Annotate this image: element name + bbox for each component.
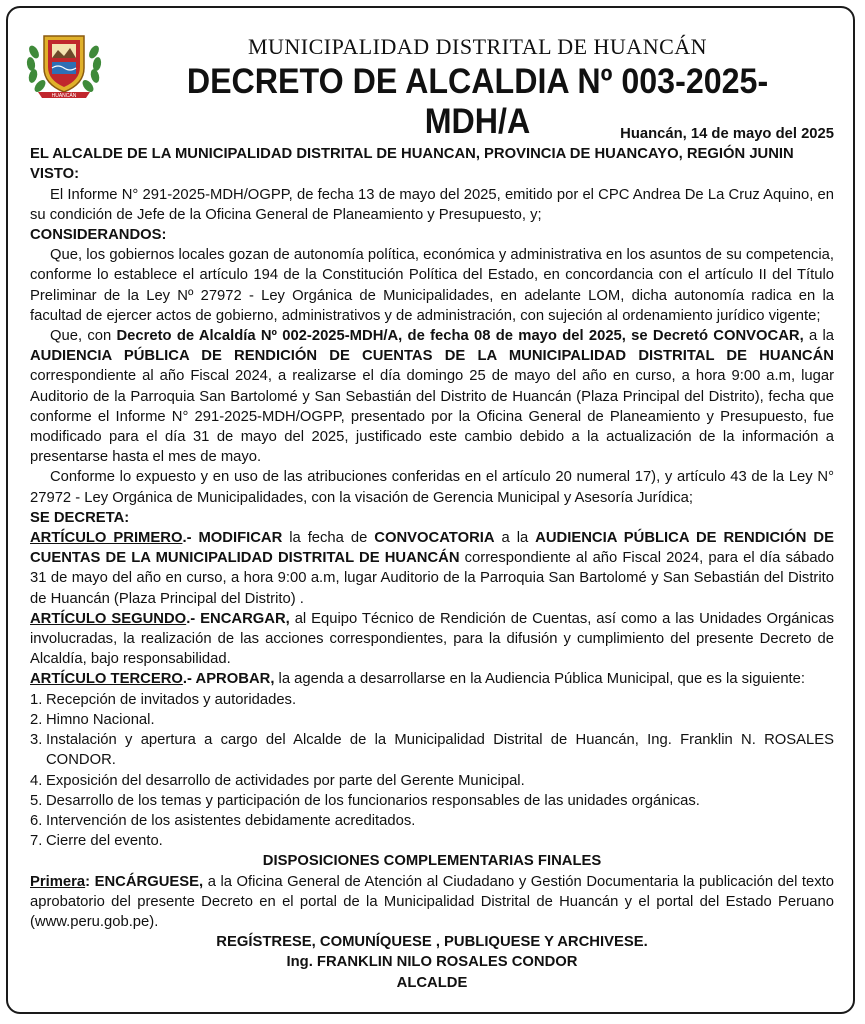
primera-label: Primera bbox=[30, 873, 86, 890]
municipal-seal-logo bbox=[24, 22, 104, 102]
art1-text-f: correspondiente al año Fiscal 2024, para el día sábado 31 de mayo del año en curso, a hora 9:00 a.m, lugar Auditorio de la Parroquia San Bartolomé y San Sebastián del Distrito de Huancán (Plaza Principal del Distrito) . bbox=[30, 550, 835, 607]
art3-text-a: .- APROBAR, bbox=[182, 671, 275, 688]
date-line: Huancán, 14 de mayo del 2025 bbox=[620, 126, 834, 142]
closing-formula: REGÍSTRESE, COMUNÍQUESE , PUBLIQUESE Y ARCHIVESE. bbox=[216, 934, 648, 951]
list-item bbox=[30, 771, 834, 791]
list-item-number: 2. bbox=[30, 711, 43, 728]
articulo-segundo bbox=[30, 609, 834, 670]
list-item-text: Himno Nacional. bbox=[46, 711, 155, 728]
decree-body bbox=[30, 124, 834, 993]
list-item bbox=[30, 831, 834, 851]
art2-text-a: .- ENCARGAR, bbox=[186, 610, 290, 627]
authority-line: EL ALCALDE DE LA MUNICIPALIDAD DISTRITAL DE HUANCAN, PROVINCIA DE HUANCAYO, REGIÓN JUNIN bbox=[30, 146, 794, 163]
disposiciones-heading: DISPOSICIONES COMPLEMENTARIAS FINALES bbox=[262, 853, 602, 870]
art1-text-c: CONVOCATORIA bbox=[374, 530, 495, 547]
se-decreta-heading: SE DECRETA: bbox=[30, 509, 130, 526]
art2-text-b: al Equipo Técnico de Rendición de Cuentas, así como a las Unidades Orgánicas involucradas, la realización de las acciones correspondientes, para la difusión y cumplimiento del presente Decreto de Alcaldía, bajo responsabilidad. bbox=[30, 610, 834, 668]
p2-text-b: Decreto de Alcaldía Nº 002-2025-MDH/A, de fecha 08 de mayo del 2025, se Decretó CONVOCAR, bbox=[116, 328, 804, 345]
list-item-text: Intervención de los asistentes debidamente acreditados. bbox=[46, 812, 416, 829]
list-item bbox=[30, 710, 834, 730]
signatory-position: ALCALDE bbox=[396, 974, 468, 991]
list-item bbox=[30, 730, 834, 770]
list-item-number: 7. bbox=[30, 833, 43, 850]
list-item-number: 4. bbox=[30, 772, 43, 789]
p2-text-c: a la bbox=[803, 328, 834, 345]
p2-text-e: correspondiente al año Fiscal 2024, a realizarse el día domingo 25 de mayo del año en curso, a hora 9:00 a.m, lugar Auditorio de la Parroquia San Bartolomé y San Sebastián del Distrito de Huancán (Plaza Principal del Distrito), fecha que conforme el Informe N° 291-2025-MDH/OGPP, presentado por la Oficina General de Planeamiento y Presupuesto, fue modificado para el día 31 de mayo del 2025, justificado este cambio debido a la actualización de la información a presentarse hasta el mes de mayo. bbox=[30, 368, 834, 466]
list-item-text: Exposición del desarrollo de actividades por parte del Gerente Municipal. bbox=[46, 772, 525, 789]
list-item bbox=[30, 690, 834, 710]
art1-text-e: AUDIENCIA PÚBLICA DE RENDICIÓN DE CUENTAS DE LA MUNICIPALIDAD DISTRITAL DE HUANCÁN bbox=[30, 530, 834, 567]
art1-text-a: .- MODIFICAR bbox=[182, 530, 283, 547]
p2-text-a: Que, con bbox=[50, 328, 117, 345]
list-item-text: Recepción de invitados y autoridades. bbox=[46, 691, 297, 708]
primera-disposicion bbox=[30, 872, 834, 933]
seal-ribbon-text: HUANCÁN bbox=[51, 93, 77, 99]
list-item-number: 5. bbox=[30, 792, 43, 809]
list-item-text: Instalación y apertura a cargo del Alcalde de la Municipalidad Distrital de Huancán, Ing. Franklin N. ROSALES CONDOR. bbox=[46, 732, 834, 769]
art1-text-d: a la bbox=[494, 530, 536, 547]
considerando-paragraph-3: Conforme lo expuesto y en uso de las atribuciones conferidas en el artículo 20 numeral 17), y artículo 43 de la Ley N° 27972 - Ley Orgánica de Municipalidades, con la visación de Gerencia Municipal y Asesoría Jurídica; bbox=[30, 469, 834, 506]
list-item bbox=[30, 811, 834, 831]
list-item-text: Desarrollo de los temas y participación de los funcionarios responsables de las unidades orgánicas. bbox=[46, 792, 700, 809]
agenda-list bbox=[30, 690, 834, 852]
considerando-paragraph-1: Que, los gobiernos locales gozan de autonomía política, económica y administrativa en los asuntos de su competencia, conforme lo establece el artículo 194 de la Constitución Política del Estado, en concordancia con el artículo II del Título Preliminar de la Ley Nº 27972 - Ley Orgánica de Municipalidades, en adelante LOM, dicha autonomía radica en la facultad de ejercer actos de gobierno, administrativos y de administración, con sujeción al ordenamiento jurídico vigente; bbox=[30, 247, 834, 324]
p2-text-d: AUDIENCIA PÚBLICA DE RENDICIÓN DE CUENTAS DE LA MUNICIPALIDAD DISTRITAL DE HUANCÁN bbox=[30, 348, 834, 365]
art2-label: ARTÍCULO SEGUNDO bbox=[30, 610, 187, 627]
considerandos-heading: CONSIDERANDOS: bbox=[30, 227, 167, 244]
articulo-primero bbox=[30, 528, 834, 609]
visto-heading: VISTO: bbox=[30, 166, 80, 183]
art1-label: ARTÍCULO PRIMERO bbox=[30, 530, 183, 547]
art1-text-b: la fecha de bbox=[282, 530, 375, 547]
list-item-number: 1. bbox=[30, 691, 43, 708]
primera-text-a: : ENCÁRGUESE, bbox=[85, 873, 204, 890]
visto-paragraph: El Informe N° 291-2025-MDH/OGPP, de fecha 13 de mayo del 2025, emitido por el CPC Andrea De La Cruz Aquino, en su condición de Jefe de la Oficina General de Planeamiento y Presupuesto, y; bbox=[30, 186, 834, 223]
art3-text-b: la agenda a desarrollarse en la Audiencia Pública Municipal, que es la siguiente: bbox=[274, 671, 806, 688]
decree-title: DECRETO DE ALCALDIA Nº 003-2025-MDH/A bbox=[186, 62, 769, 141]
municipality-name: MUNICIPALIDAD DISTRITAL DE HUANCÁN bbox=[247, 34, 708, 59]
list-item-number: 6. bbox=[30, 812, 43, 829]
list-item-text: Cierre del evento. bbox=[46, 833, 163, 850]
articulo-tercero bbox=[30, 669, 834, 689]
signatory-name: Ing. FRANKLIN NILO ROSALES CONDOR bbox=[286, 954, 578, 971]
list-item bbox=[30, 791, 834, 811]
primera-text-b: a la Oficina General de Atención al Ciudadano y Gestión Documentaria la publicación del texto aprobatorio del presente Decreto en el portal de la Municipalidad Distrital de Huancán y el portal del Estado Peruano (www.peru.gob.pe). bbox=[30, 873, 834, 930]
list-item-number: 3. bbox=[30, 732, 43, 749]
art3-label: ARTÍCULO TERCERO bbox=[30, 671, 183, 688]
considerando-paragraph-2 bbox=[30, 326, 834, 467]
